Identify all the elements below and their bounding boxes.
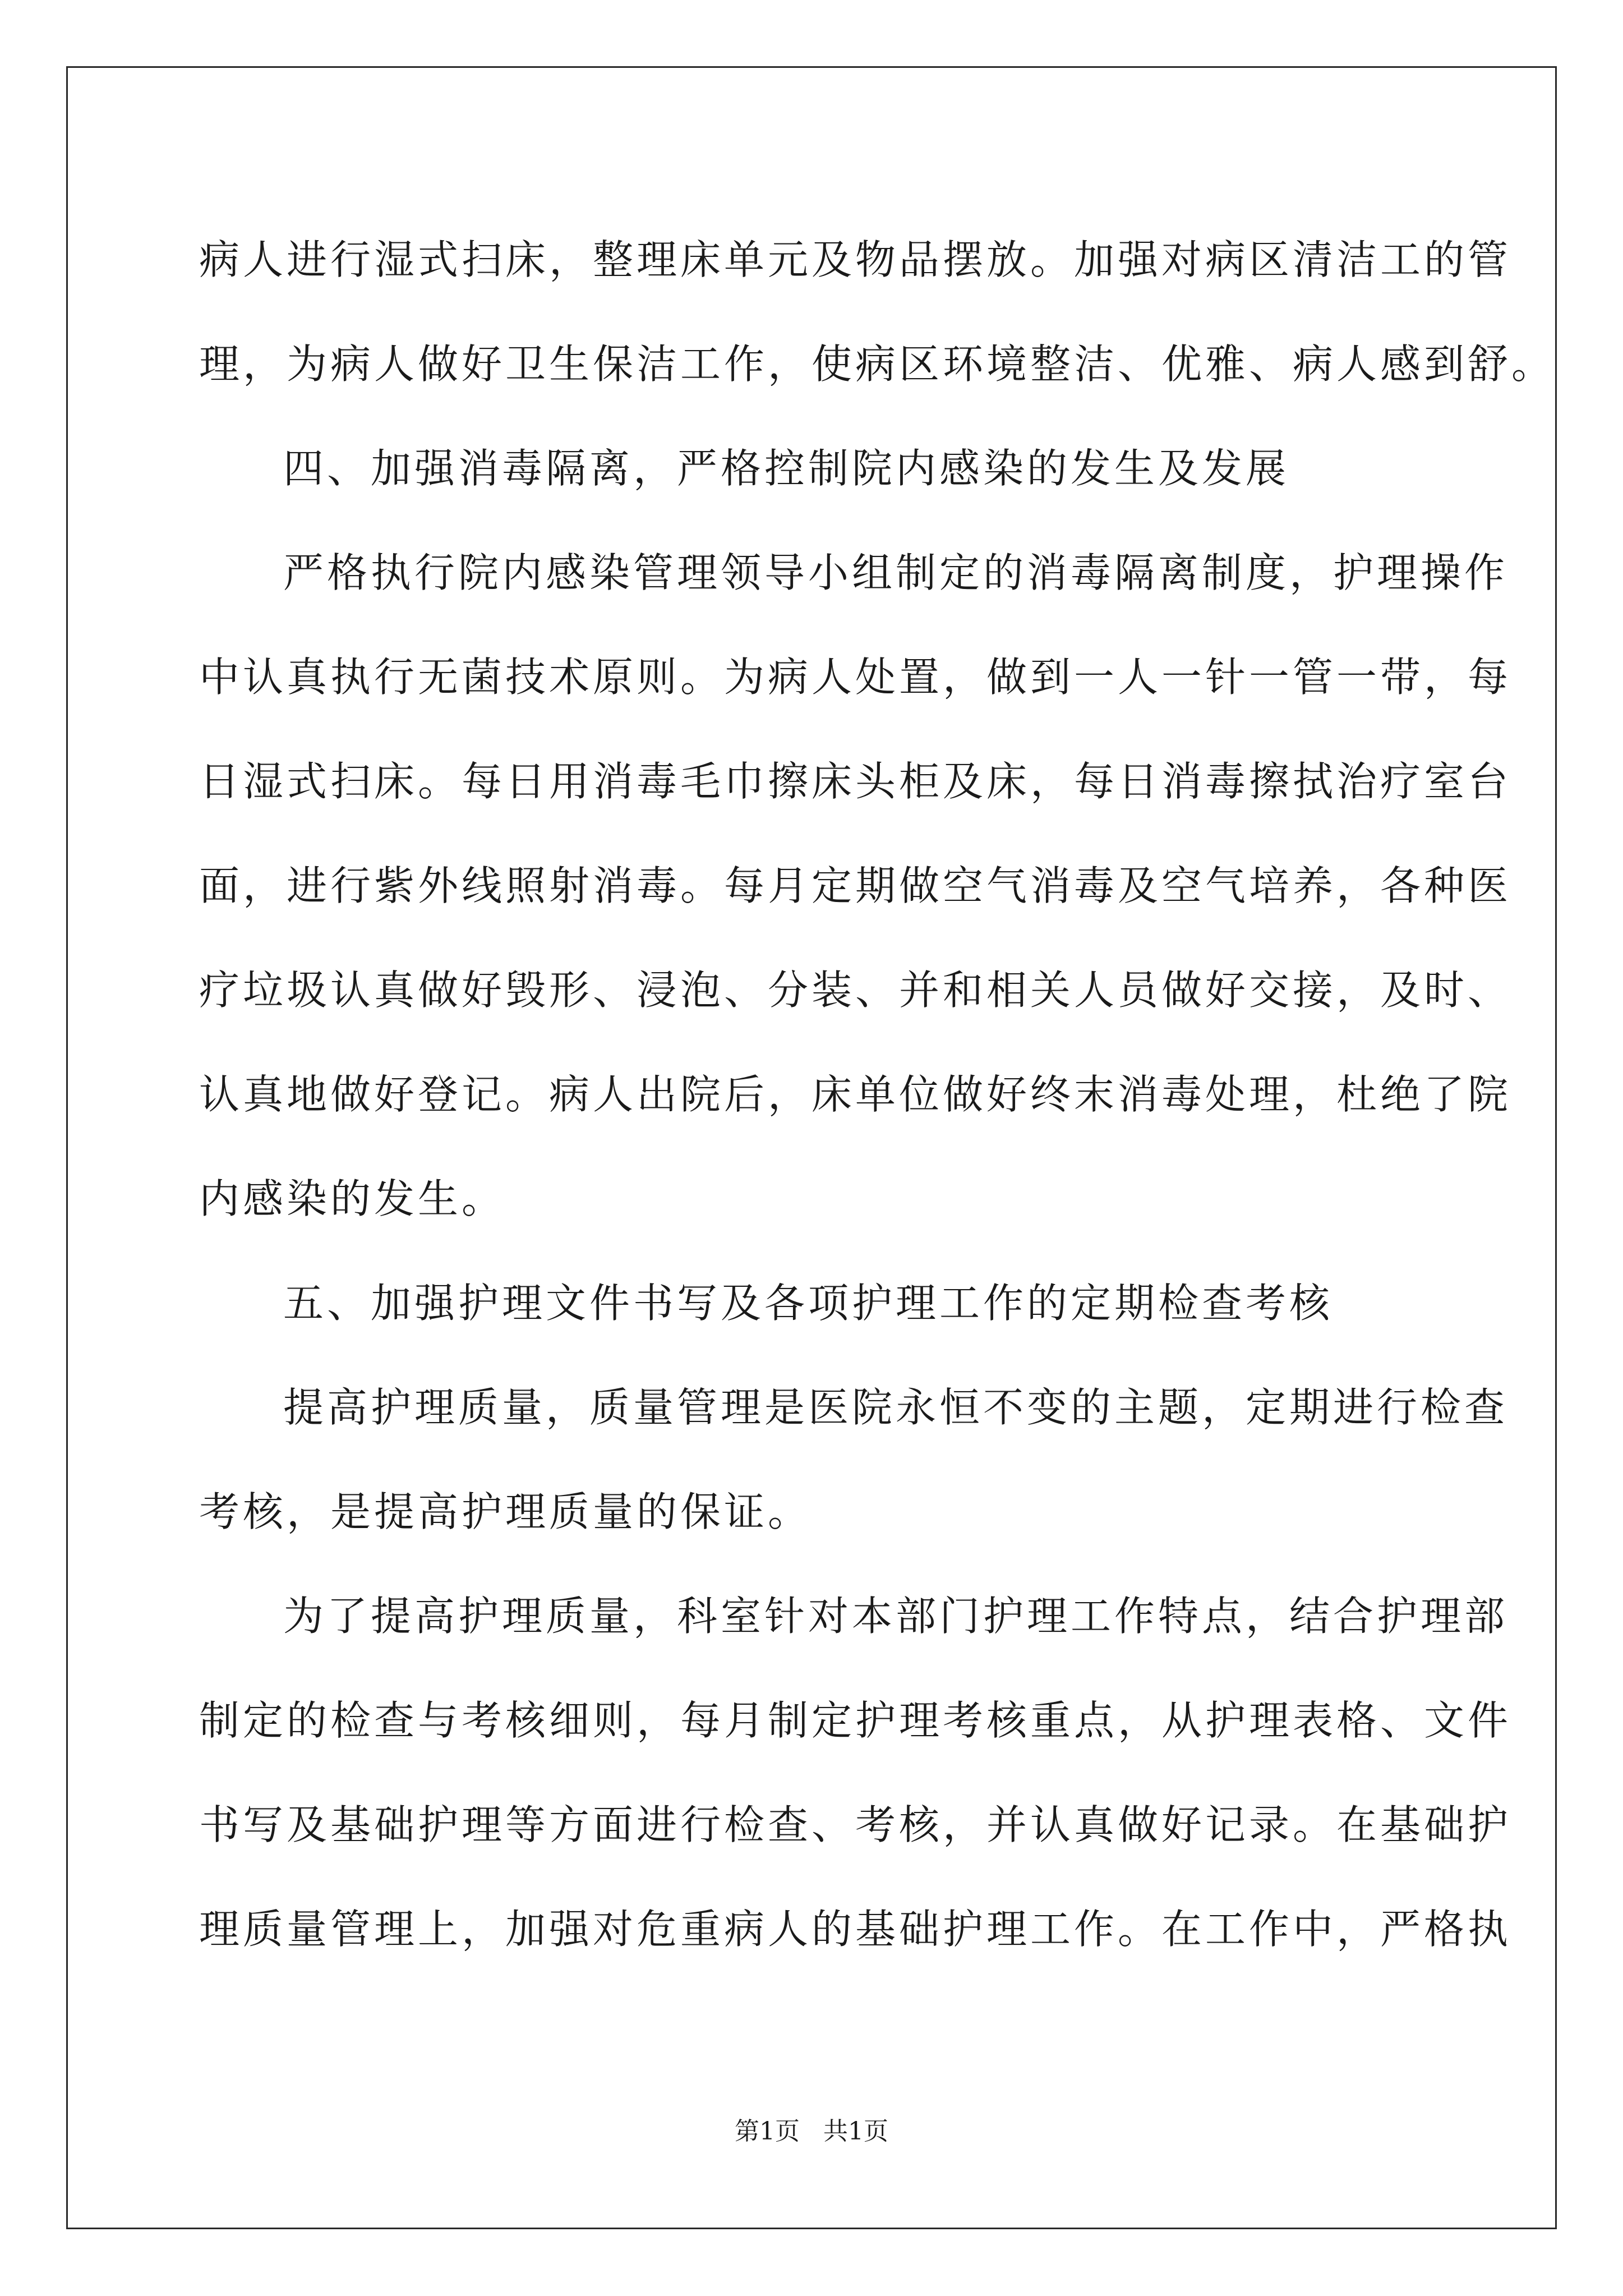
text-line-17: 理质量管理上，加强对危重病人的基础护理工作。在工作中，严格执 bbox=[199, 1906, 1512, 1953]
text-line-2: 理，为病人做好卫生保洁工作，使病区环境整洁、优雅、病人感到舒。 bbox=[199, 341, 1556, 388]
section-heading-5: 五、加强护理文件书写及各项护理工作的定期检查考核 bbox=[283, 1280, 1334, 1327]
text-line-9: 认真地做好登记。病人出院后，床单位做好终末消毒处理，杜绝了院 bbox=[199, 1071, 1512, 1118]
text-line-15: 制定的检查与考核细则，每月制定护理考核重点，从护理表格、文件 bbox=[199, 1697, 1512, 1744]
text-line-10: 内感染的发生。 bbox=[199, 1175, 506, 1222]
text-line-8: 疗垃圾认真做好毁形、浸泡、分装、并和相关人员做好交接，及时、 bbox=[199, 967, 1512, 1014]
text-line-6: 日湿式扫床。每日用消毒毛巾擦床头柜及床，每日消毒擦拭治疗室台 bbox=[199, 758, 1512, 805]
section-heading-4: 四、加强消毒隔离，严格控制院内感染的发生及发展 bbox=[283, 445, 1290, 492]
text-line-7: 面，进行紫外线照射消毒。每月定期做空气消毒及空气培养，各种医 bbox=[199, 862, 1512, 909]
text-line-16: 书写及基础护理等方面进行检查、考核，并认真做好记录。在基础护 bbox=[199, 1801, 1512, 1848]
document-body bbox=[199, 208, 1556, 1981]
text-line-5: 中认真执行无菌技术原则。为病人处置，做到一人一针一管一带，每 bbox=[199, 654, 1512, 701]
text-line-1: 病人进行湿式扫床，整理床单元及物品摆放。加强对病区清洁工的管 bbox=[199, 236, 1512, 283]
text-line-12: 提高护理质量，质量管理是医院永恒不变的主题，定期进行检查 bbox=[283, 1384, 1509, 1431]
text-line-14: 为了提高护理质量，科室针对本部门护理工作特点，结合护理部 bbox=[283, 1593, 1509, 1640]
text-line-13: 考核，是提高护理质量的保证。 bbox=[199, 1488, 812, 1535]
text-line-4: 严格执行院内感染管理领导小组制定的消毒隔离制度，护理操作 bbox=[283, 549, 1509, 596]
page-number-footer: 第1页 共1页 bbox=[735, 2117, 888, 2146]
